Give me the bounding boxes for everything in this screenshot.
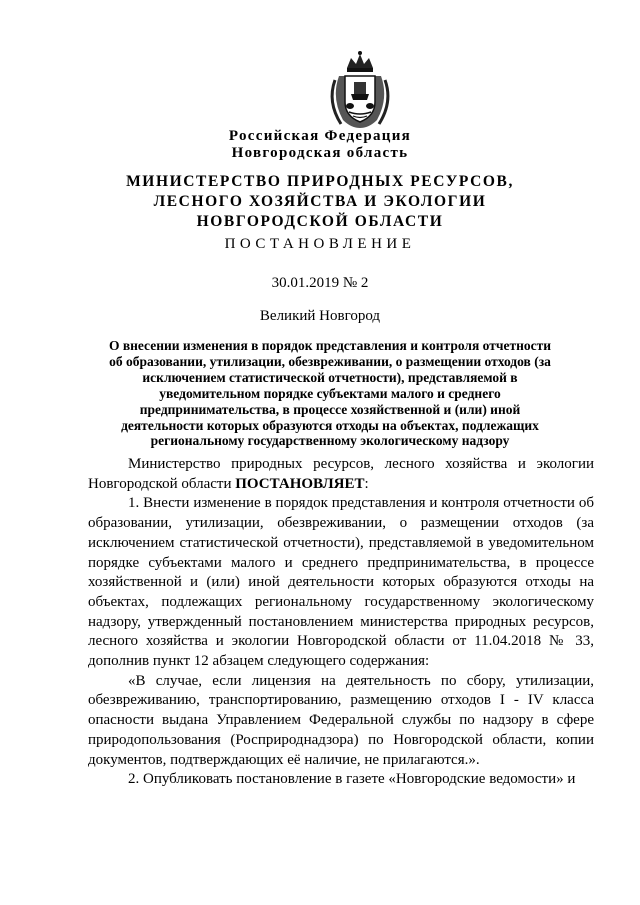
title-line: О внесении изменения в порядок представления и контроля отчетности: [108, 338, 552, 353]
resolves-keyword: ПОСТАНОВЛЯЕТ: [235, 475, 365, 492]
ministry-line: ЛЕСНОГО ХОЗЯЙСТВА И ЭКОЛОГИИ: [153, 193, 487, 210]
document-title: [88, 338, 572, 449]
coat-of-arms-icon: [325, 50, 395, 130]
ministry-line: НОВГОРОДСКОЙ ОБЛАСТИ: [196, 213, 444, 230]
item-1-paragraph: 1. Внести изменение в порядок представления и контроля отчетности об образовании, утилизации, обезвреживании, о размещении отходов (за исключением статистической отчетности), представляемой в уведомительном порядке субъектами малого и среднего предпринимательства, в процессе хозяйственной и (или) иной деятельности которых образуются отходы на объектах, подлежащих региональному государственному экологическому надзору, утвержденный постановлением министерства природных ресурсов, лесного хозяйства и экологии Новгородской области от 11.04.2018 № 33, дополнив пункт 12 абзацем следующего содержания:: [88, 495, 594, 670]
ministry-name: [0, 172, 640, 232]
ministry-line: МИНИСТЕРСТВО ПРИРОДНЫХ РЕСУРСОВ,: [126, 173, 514, 190]
title-line: об образовании, утилизации, обезвреживании, о размещении отходов (за: [109, 353, 551, 369]
title-line: уведомительном порядке субъектами малого и среднего: [159, 385, 501, 401]
title-line: региональному государственному экологическому надзору: [150, 433, 510, 449]
country-name: Российская Федерация: [228, 128, 412, 144]
document-type: ПОСТАНОВЛЕНИЕ: [224, 236, 416, 252]
intro-end: :: [364, 475, 369, 492]
item-2-paragraph: 2. Опубликовать постановление в газете «Новгородские ведомости» и: [128, 771, 576, 788]
quoted-paragraph: «В случае, если лицензия на деятельность по сбору, утилизации, обезвреживанию, транспортированию, размещению отходов I - IV класса опасности выдана Управлением Федеральной службы по надзору в сфере природопользования (Росприроднадзора) по Новгородской области, копии документов, подтверждающих её наличие, не прилагаются.».: [88, 672, 594, 768]
intro-paragraph: [88, 455, 594, 494]
title-line: деятельности которых образуются отходы на объектах, подлежащих: [121, 417, 539, 433]
title-line: исключением статистической отчетности), представляемой в: [142, 369, 518, 385]
document-body: [88, 455, 594, 790]
document-date-number: 30.01.2019 № 2: [271, 275, 369, 291]
intro-text: Министерство природных ресурсов, лесного хозяйства и экологии Новгородской области: [88, 456, 594, 492]
region-name: Новгородская область: [231, 145, 409, 161]
title-line: предпринимательства, в процессе хозяйственной и (или) иной: [139, 401, 521, 417]
country-region-heading: [0, 128, 640, 162]
document-city: Великий Новгород: [259, 308, 381, 324]
